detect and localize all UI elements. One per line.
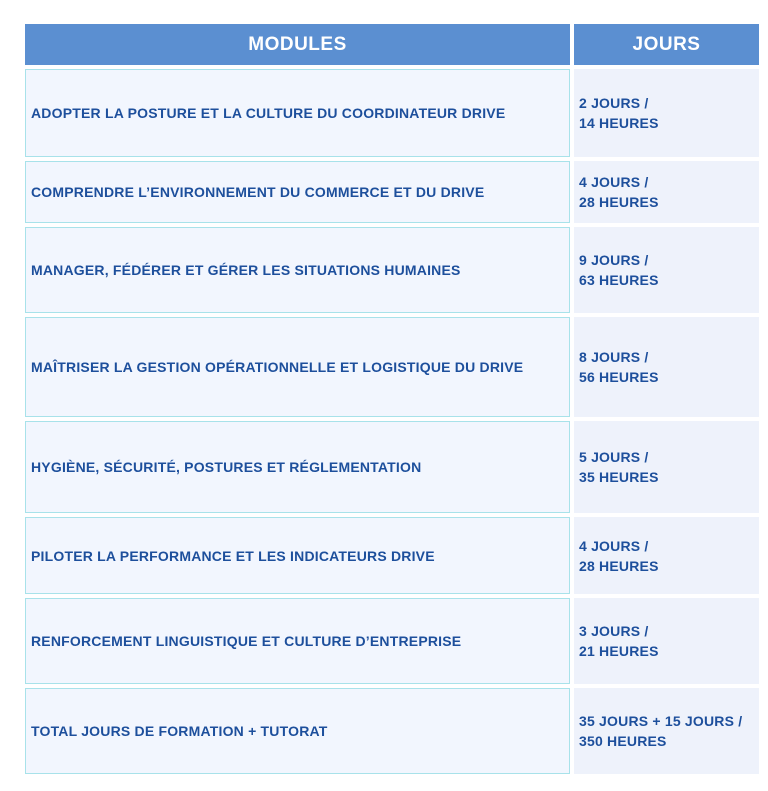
duration-cell (574, 227, 759, 313)
duration-hours: 56 HEURES (579, 369, 659, 385)
table-row (25, 227, 759, 313)
modules-column-header: MODULES (25, 24, 570, 65)
duration-cell (574, 161, 759, 223)
module-name: COMPRENDRE L’ENVIRONNEMENT DU COMMERCE ET DU DRIVE (25, 161, 570, 223)
module-name: RENFORCEMENT LINGUISTIQUE ET CULTURE D’ENTREPRISE (25, 598, 570, 684)
table-row (25, 598, 759, 684)
duration-days: 5 JOURS / (579, 449, 649, 465)
module-name: ADOPTER LA POSTURE ET LA CULTURE DU COORDINATEUR DRIVE (25, 69, 570, 157)
duration-hours: 35 HEURES (579, 469, 659, 485)
table-row (25, 317, 759, 417)
duration-days: 2 JOURS / (579, 95, 649, 111)
table-row (25, 688, 759, 774)
duration-hours: 28 HEURES (579, 194, 659, 210)
duration-cell (574, 598, 759, 684)
duration-hours: 21 HEURES (579, 643, 659, 659)
table-row (25, 421, 759, 513)
duration-cell (574, 421, 759, 513)
module-name: HYGIÈNE, SÉCURITÉ, POSTURES ET RÉGLEMENTATION (25, 421, 570, 513)
total-days: 35 JOURS + 15 JOURS / (579, 713, 743, 729)
total-hours: 350 HEURES (579, 733, 667, 749)
total-duration-cell (574, 688, 759, 774)
table-row (25, 517, 759, 594)
module-name: MAÎTRISER LA GESTION OPÉRATIONNELLE ET LOGISTIQUE DU DRIVE (25, 317, 570, 417)
duration-hours: 63 HEURES (579, 272, 659, 288)
module-name: MANAGER, FÉDÉRER ET GÉRER LES SITUATIONS HUMAINES (25, 227, 570, 313)
module-name: PILOTER LA PERFORMANCE ET LES INDICATEURS DRIVE (25, 517, 570, 594)
duration-days: 8 JOURS / (579, 349, 649, 365)
duration-days: 4 JOURS / (579, 537, 649, 554)
duration-days: 3 JOURS / (579, 623, 649, 639)
duration-hours: 28 HEURES (579, 557, 659, 574)
total-label: TOTAL JOURS DE FORMATION + TUTORAT (25, 688, 570, 774)
duration-hours: 14 HEURES (579, 115, 659, 131)
table-row (25, 161, 759, 223)
duration-days: 9 JOURS / (579, 252, 649, 268)
training-modules-table (25, 24, 759, 778)
duration-cell (574, 69, 759, 157)
duration-cell (574, 317, 759, 417)
duration-cell (574, 517, 759, 594)
table-header (25, 24, 759, 65)
days-column-header: JOURS (574, 24, 759, 65)
table-row (25, 69, 759, 157)
duration-days: 4 JOURS / (579, 174, 649, 190)
